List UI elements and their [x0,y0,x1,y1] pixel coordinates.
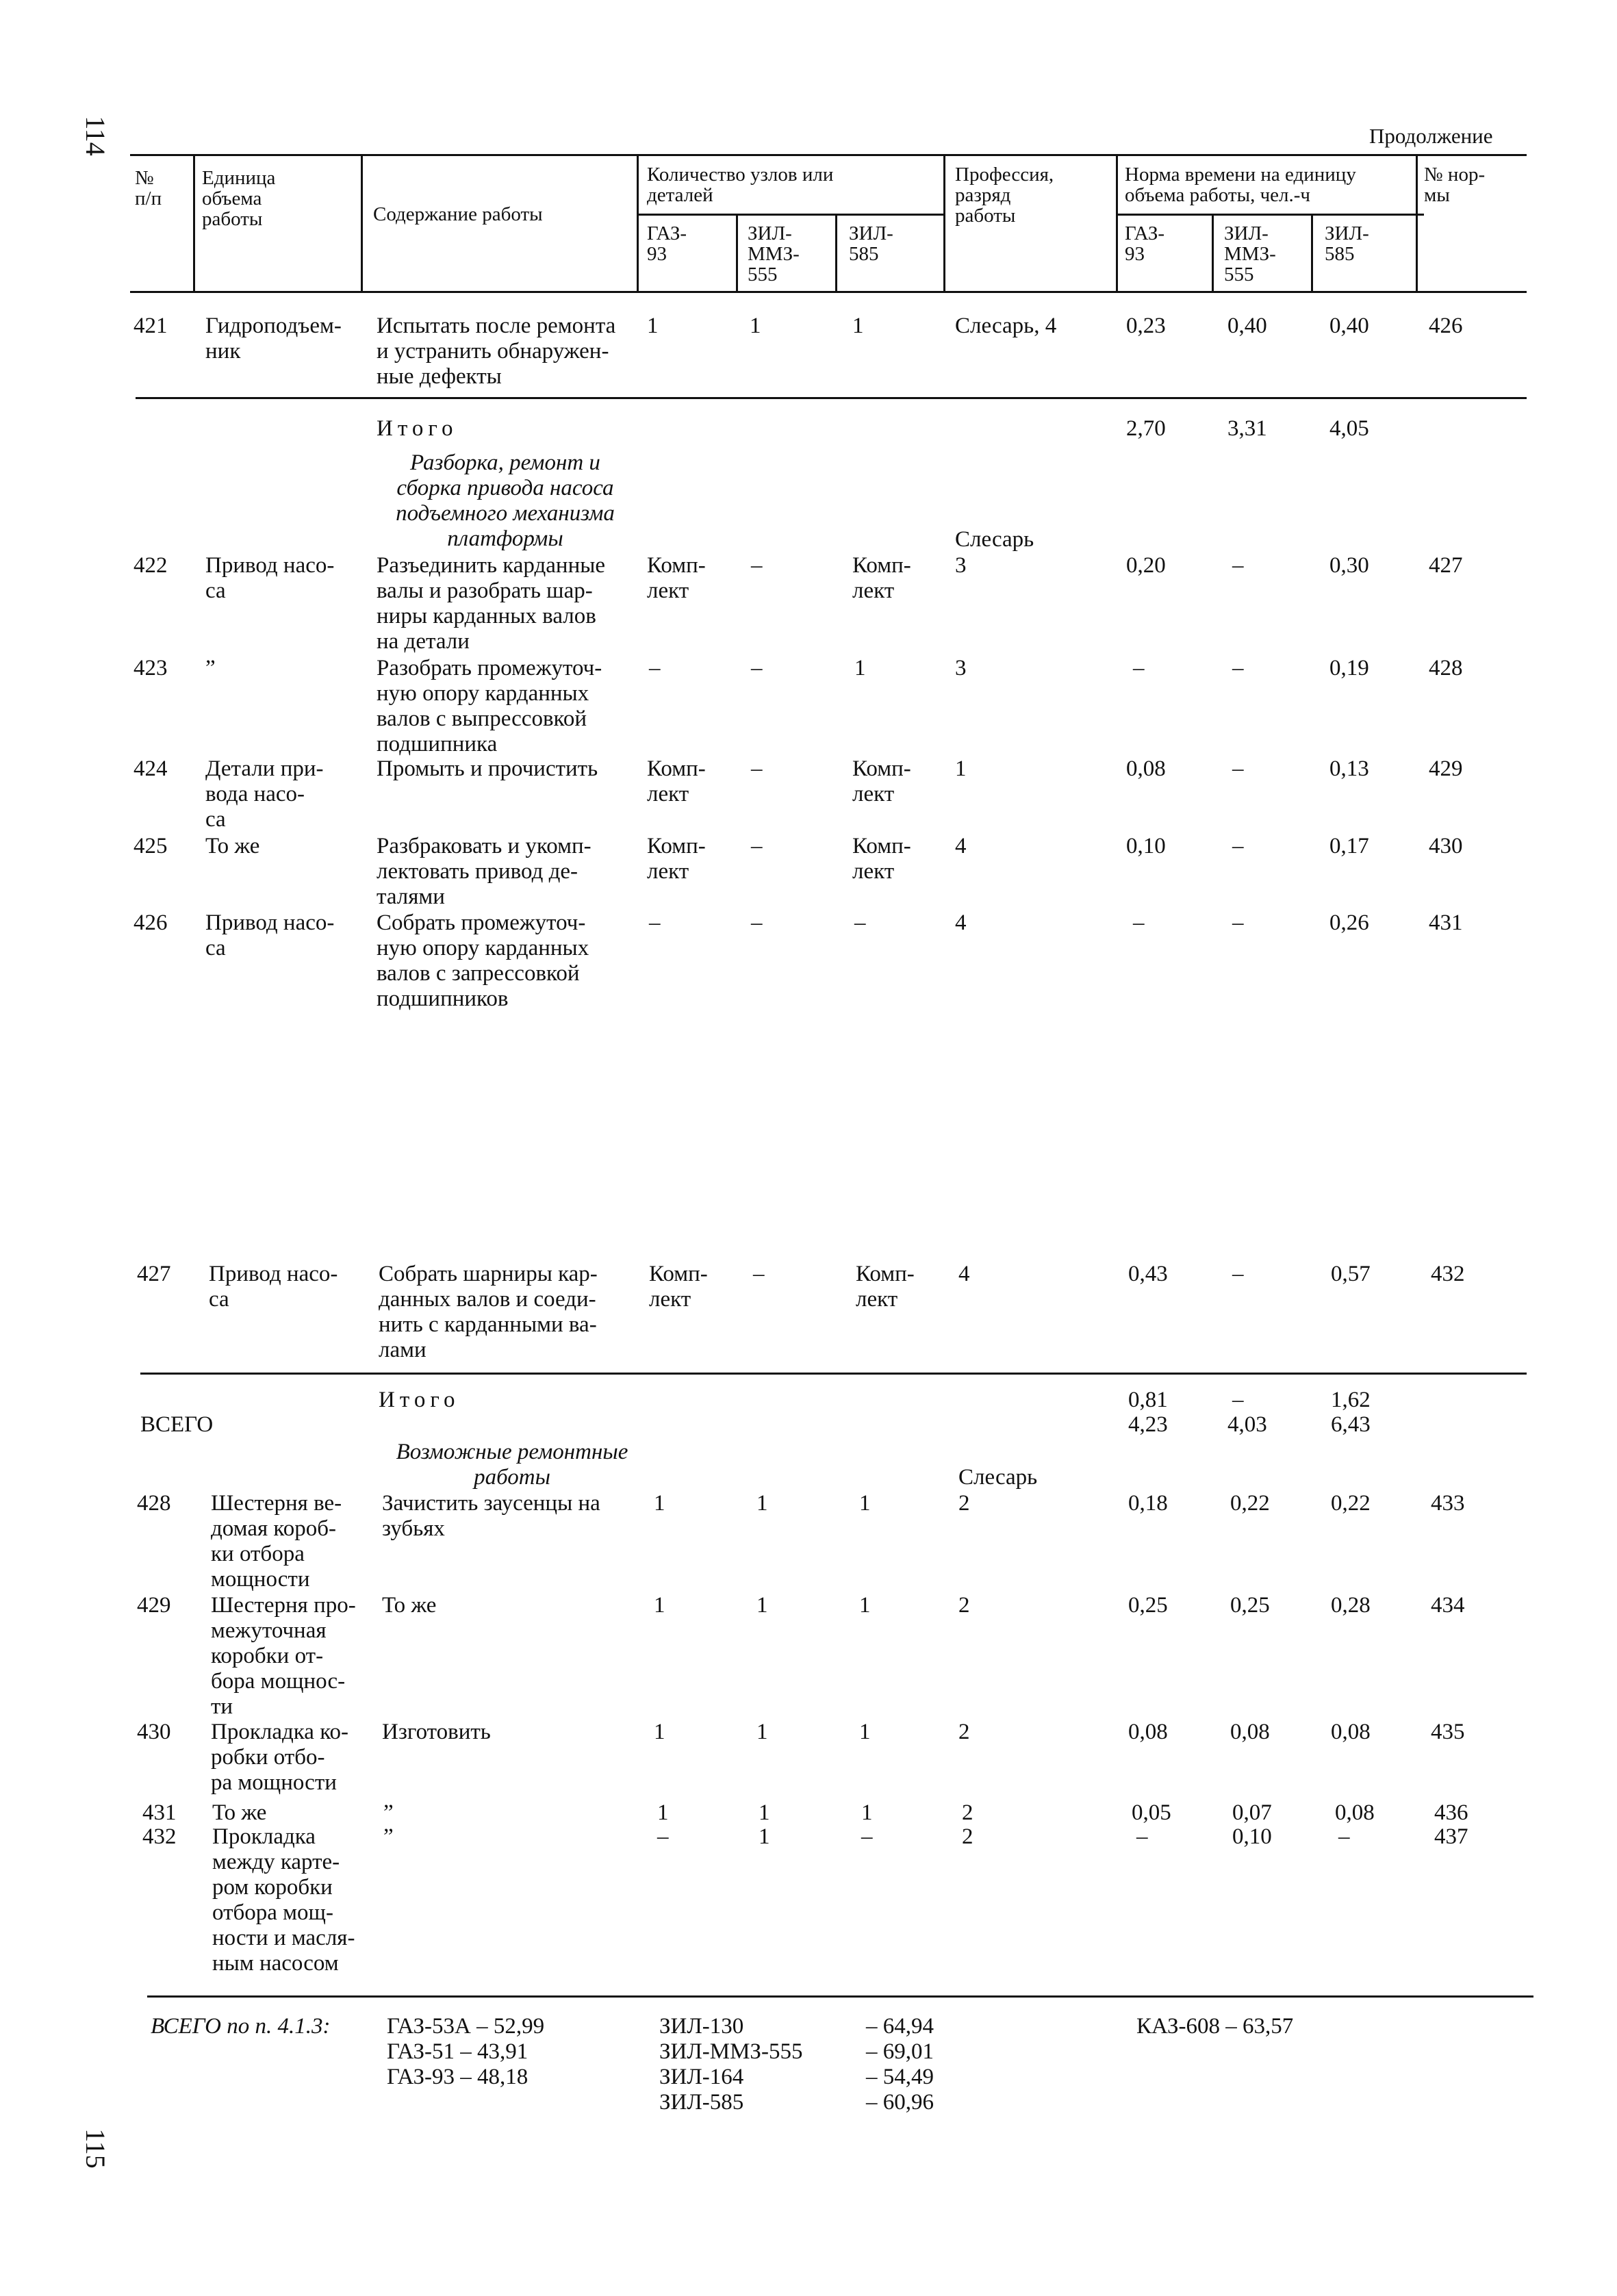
row-qty-gaz: 1 [654,1491,665,1516]
row-profession: 3 [955,656,967,680]
row-profession: 2 [958,1720,970,1744]
header-norm-no: № нор- мы [1424,164,1486,206]
norm-subheader-rule [1116,214,1424,216]
row-qty-zilmmz: – [753,1262,765,1286]
col-sep-1 [193,154,195,291]
row-norm-zil585: 0,08 [1331,1720,1371,1744]
footer-zil-totals: – 64,94 – 69,01 – 54,49 – 60,96 [866,2014,934,2115]
row-unit: Детали при- вода насо- са [205,756,324,832]
row-qty-gaz: Комп- лект [647,553,706,603]
row-norm-no: 430 [1429,834,1463,858]
row-norm-gaz: – [1136,1824,1148,1849]
section-rule-2 [140,1373,1527,1375]
row-profession: 4 [955,910,967,935]
row-content: ” [383,1824,394,1849]
row-qty-zilmmz: – [751,656,763,680]
row-num: 422 [133,553,168,578]
header-qty-zilmmz: ЗИЛ- ММЗ- 555 [748,222,800,285]
row-profession: 2 [958,1491,970,1516]
row-norm-zilmmz: 0,40 [1227,314,1267,338]
row-norm-zil585: 0,28 [1331,1593,1371,1618]
row-content: Промыть и прочистить [377,756,598,781]
row-qty-zilmmz: 1 [759,1800,770,1825]
vsego-norm-zil585: 6,43 [1331,1412,1371,1437]
header-unit: Единица объема работы [202,167,276,230]
footer-zil-models: ЗИЛ-130 ЗИЛ-ММЗ-555 ЗИЛ-164 ЗИЛ-585 [659,2014,803,2115]
row-qty-zil585: 1 [859,1720,871,1744]
row-content: Испытать после ремонта и устранить обнаружен- ные дефекты [377,314,616,389]
row-norm-gaz: – [1133,656,1145,680]
row-norm-gaz: 0,25 [1128,1593,1168,1618]
row-qty-zil585: Комп- лект [852,756,911,806]
header-qty-zil585: ЗИЛ- 585 [849,222,893,265]
row-qty-zilmmz: 1 [759,1824,770,1849]
col-sep-9 [1311,214,1313,291]
row-qty-gaz: 1 [647,314,659,338]
row-norm-no: 436 [1434,1800,1468,1825]
row-norm-gaz: 0,18 [1128,1491,1168,1516]
row-norm-no: 426 [1429,314,1463,338]
row-qty-zil585: 1 [861,1800,873,1825]
continuation-label: Продолжение [1369,124,1493,148]
row-qty-zilmmz: – [751,834,763,858]
row-content: ” [383,1800,394,1825]
row-norm-gaz: 0,20 [1126,553,1166,578]
col-sep-7 [1116,154,1118,291]
row-qty-gaz: Комп- лект [649,1262,708,1312]
header-norm-zilmmz: ЗИЛ- ММЗ- 555 [1224,222,1276,285]
row-norm-no: 437 [1434,1824,1468,1849]
row-norm-no: 431 [1429,910,1463,935]
row-profession: 4 [955,834,967,858]
row-num: 427 [137,1262,171,1286]
row-norm-zilmmz: – [1232,656,1244,680]
header-norm-gaz: ГАЗ- 93 [1125,222,1165,265]
row-unit: Гидроподъем- ник [205,314,342,363]
row-qty-zilmmz: 1 [756,1593,768,1618]
header-qty: Количество узлов или деталей [647,164,834,206]
row-norm-zil585: 0,13 [1329,756,1369,781]
row-num: 424 [133,756,168,781]
vsego-label: ВСЕГО [140,1412,214,1437]
row-norm-zilmmz: 0,22 [1230,1491,1270,1516]
row-qty-gaz: – [657,1824,669,1849]
row-norm-gaz: – [1133,910,1145,935]
row-norm-gaz: 0,23 [1126,314,1166,338]
itogo-label-1: Итого [377,416,458,441]
footer-label: ВСЕГО по п. 4.1.3: [151,2014,331,2039]
row-qty-gaz: 1 [657,1800,669,1825]
row-norm-zilmmz: – [1232,834,1244,858]
row-norm-no: 428 [1429,656,1463,680]
row-unit: ” [205,656,216,680]
row-norm-zilmmz: 0,08 [1230,1720,1270,1744]
footer-gaz-totals: ГАЗ-53А – 52,99 ГАЗ-51 – 43,91 ГАЗ-93 – 48,18 [387,2014,545,2089]
vsego-norm-zilmmz: 4,03 [1227,1412,1267,1437]
profession-heading-2: Слесарь [958,1465,1038,1490]
footer-kaz-total: КАЗ-608 – 63,57 [1136,2014,1294,2039]
itogo-norm-gaz-2: 0,81 [1128,1388,1168,1412]
profession-heading-1: Слесарь [955,527,1034,552]
row-qty-gaz: – [649,910,661,935]
row-qty-zilmmz: – [751,910,763,935]
col-sep-2 [361,154,363,291]
header-top-rule [130,154,1527,156]
row-content: Изготовить [382,1720,491,1744]
row-norm-zil585: 0,22 [1331,1491,1371,1516]
row-norm-zil585: 0,08 [1335,1800,1375,1825]
row-content: То же [382,1593,437,1618]
col-sep-4 [736,214,738,291]
row-qty-zil585: 1 [859,1593,871,1618]
row-norm-zilmmz: 0,07 [1232,1800,1272,1825]
row-qty-gaz: 1 [654,1593,665,1618]
col-sep-10 [1416,154,1418,291]
row-norm-gaz: 0,10 [1126,834,1166,858]
row-norm-zilmmz: – [1232,756,1244,781]
row-norm-no: 432 [1431,1262,1465,1286]
row-qty-gaz: Комп- лект [647,756,706,806]
row-num: 430 [137,1720,171,1744]
qty-subheader-rule [637,214,945,216]
row-qty-zilmmz: 1 [750,314,761,338]
row-unit: То же [205,834,260,858]
row-content: Разбраковать и укомп- лектовать привод де- талями [377,834,591,909]
row-profession: 3 [955,553,967,578]
row-num: 421 [133,314,168,338]
row-norm-no: 429 [1429,756,1463,781]
row-qty-zil585: Комп- лект [852,553,911,603]
row-norm-no: 434 [1431,1593,1465,1618]
header-content: Содержание работы [373,203,543,225]
row-qty-zilmmz: 1 [756,1491,768,1516]
row-qty-zil585: – [854,910,866,935]
row-norm-gaz: 0,08 [1128,1720,1168,1744]
row-unit: Прокладка ко- робки отбо- ра мощности [211,1720,349,1795]
row-unit: Привод насо- са [205,553,335,603]
col-sep-6 [943,154,945,291]
row-num: 423 [133,656,168,680]
row-num: 425 [133,834,168,858]
row-norm-gaz: 0,43 [1128,1262,1168,1286]
row-norm-zilmmz: – [1232,1262,1244,1286]
row-norm-no: 433 [1431,1491,1465,1516]
row-norm-no: 435 [1431,1720,1465,1744]
row-qty-zil585: – [861,1824,873,1849]
row-norm-zilmmz: – [1232,553,1244,578]
row-norm-zilmmz: 0,25 [1230,1593,1270,1618]
col-sep-5 [835,214,837,291]
itogo-norm-zil585-1: 4,05 [1329,416,1369,441]
row-unit: Шестерня ве- домая короб- ки отбора мощности [211,1491,342,1592]
row-profession: 2 [958,1593,970,1618]
header-norm: Норма времени на единицу объема работы, чел.-ч [1125,164,1356,206]
row-norm-zil585: – [1338,1824,1350,1849]
row-qty-zilmmz: 1 [756,1720,768,1744]
section-heading-2: Возможные ремонтные работы [396,1440,628,1490]
page-number-bottom: 115 [79,2128,111,2169]
itogo-norm-gaz-1: 2,70 [1126,416,1166,441]
header-qty-gaz: ГАЗ- 93 [647,222,687,265]
section-rule-1 [136,397,1527,399]
row-profession: 2 [962,1800,973,1825]
row-content: Зачистить заусенцы на зубьях [382,1491,600,1541]
row-norm-zil585: 0,26 [1329,910,1369,935]
row-qty-zil585: 1 [854,656,866,680]
row-norm-no: 427 [1429,553,1463,578]
itogo-norm-zilmmz-2: – [1232,1388,1244,1412]
section-heading-1: Разборка, ремонт и сборка привода насоса подъемного механизма платформы [396,450,615,551]
itogo-norm-zilmmz-1: 3,31 [1227,416,1267,441]
row-norm-zil585: 0,30 [1329,553,1369,578]
itogo-norm-zil585-2: 1,62 [1331,1388,1371,1412]
row-unit: Привод насо- са [209,1262,338,1312]
header-norm-zil585: ЗИЛ- 585 [1325,222,1369,265]
row-qty-gaz: Комп- лект [647,834,706,884]
row-qty-zilmmz: – [751,553,763,578]
row-content: Собрать шарниры кар- данных валов и соеди- нить с карданными ва- лами [379,1262,598,1362]
header-bottom-rule [130,291,1527,293]
row-content: Разъединить карданные валы и разобрать шар- ниры карданных валов на детали [377,553,606,654]
row-norm-zilmmz: 0,10 [1232,1824,1272,1849]
row-norm-zil585: 0,17 [1329,834,1369,858]
row-qty-gaz: – [649,656,661,680]
row-profession: 2 [962,1824,973,1849]
row-qty-zil585: Комп- лект [856,1262,915,1312]
row-norm-gaz: 0,08 [1126,756,1166,781]
row-norm-zil585: 0,40 [1329,314,1369,338]
row-profession: 4 [958,1262,970,1286]
row-qty-zil585: 1 [859,1491,871,1516]
header-profession: Профессия, разряд работы [955,164,1054,227]
row-content: Разобрать промежуточ- ную опору карданных валов с выпрессовкой подшипника [377,656,602,756]
itogo-label-2: Итого [379,1388,460,1412]
row-qty-zil585: 1 [852,314,864,338]
col-sep-8 [1212,214,1214,291]
col-sep-3 [637,154,639,291]
row-norm-zil585: 0,57 [1331,1262,1371,1286]
row-unit: Привод насо- са [205,910,335,960]
row-num: 426 [133,910,168,935]
row-qty-zilmmz: – [751,756,763,781]
row-num: 428 [137,1491,171,1516]
row-content: Собрать промежуточ- ную опору карданных валов с запрессовкой подшипников [377,910,589,1011]
row-profession: 1 [955,756,967,781]
bottom-rule [147,1995,1533,1998]
row-unit: Шестерня про- межуточная коробки от- бора мощнос- ти [211,1593,356,1719]
row-norm-zilmmz: – [1232,910,1244,935]
row-qty-zil585: Комп- лект [852,834,911,884]
header-num: № п/п [135,167,162,209]
page-number-top: 114 [79,116,111,156]
row-num: 432 [142,1824,177,1849]
row-profession: Слесарь, 4 [955,314,1057,338]
row-norm-zil585: 0,19 [1329,656,1369,680]
row-num: 431 [142,1800,177,1825]
row-qty-gaz: 1 [654,1720,665,1744]
row-unit: Прокладка между карте- ром коробки отбора мощ- ности и масля- ным насосом [212,1824,355,1976]
vsego-norm-gaz: 4,23 [1128,1412,1168,1437]
row-num: 429 [137,1593,171,1618]
row-norm-gaz: 0,05 [1132,1800,1171,1825]
row-unit: То же [212,1800,267,1825]
